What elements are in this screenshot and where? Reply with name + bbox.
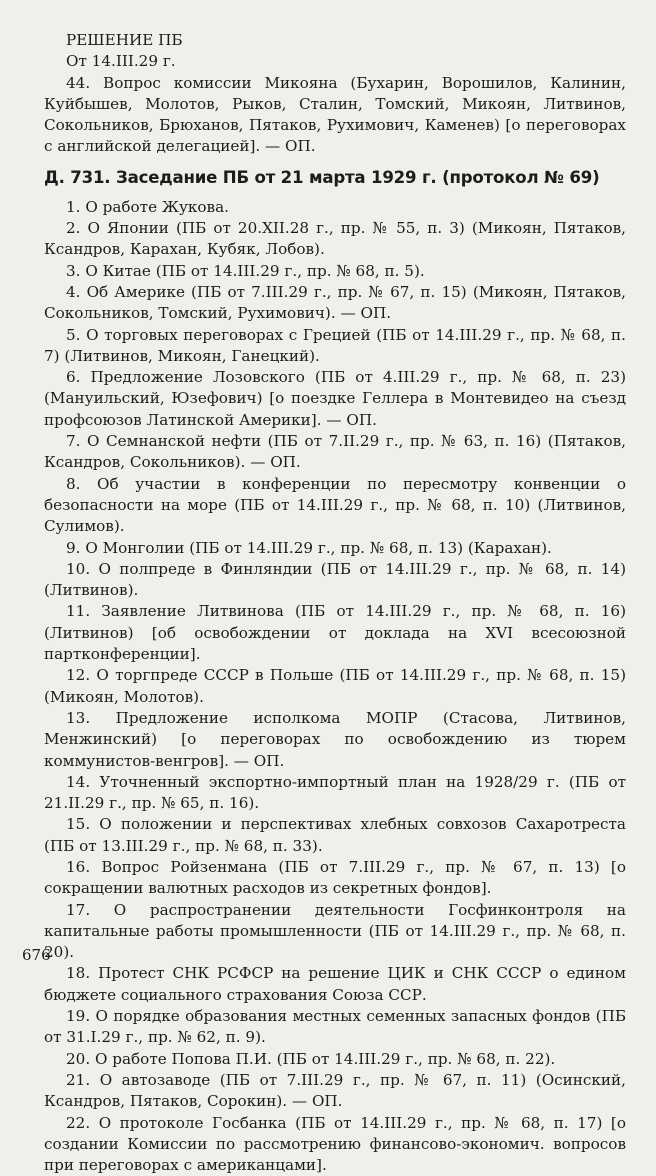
agenda-item: 8. Об участии в конференции по пересмотру конвенции о безопасности на море (ПБ от 14.III.29 г., пр. № 68, п. 10) (Литвинов, Сулимов). bbox=[44, 474, 626, 536]
agenda-item: 17. О распространении деятельности Госфинконтроля на капитальные работы промышленности (ПБ от 14.III.29 г., пр. № 68, п. 20). bbox=[44, 900, 626, 962]
agenda-item: 14. Уточненный экспортно-импортный план на 1928/29 г. (ПБ от 21.II.29 г., пр. № 65, п. 16). bbox=[44, 772, 626, 813]
decision-date: От 14.III.29 г. bbox=[66, 52, 176, 71]
agenda-item: 19. О порядке образования местных семенных запасных фондов (ПБ от 31.I.29 г., пр. № 62, п. 9). bbox=[44, 1007, 626, 1047]
decision-label: РЕШЕНИЕ ПБ bbox=[66, 31, 183, 49]
agenda-item: 7. О Семнанской нефти (ПБ от 7.II.29 г., пр. № 63, п. 16) (Пятаков, Ксандров, Сокольников). — ОП. bbox=[44, 432, 626, 472]
agenda-item: 2. О Японии (ПБ от 20.XII.28 г., пр. № 55, п. 3) (Микоян, Пятаков, Ксандров, Карахан, Кубяк, Лобов). bbox=[44, 219, 626, 259]
agenda-item: 15. О положении и перспективах хлебных совхозов Сахаротреста (ПБ от 13.III.29 г., пр. № 68, п. 33). bbox=[44, 815, 626, 855]
document-heading: Д. 731. Заседание ПБ от 21 марта 1929 г. (протокол № 69) bbox=[44, 167, 600, 187]
agenda-list bbox=[44, 197, 626, 1176]
agenda-item: 11. Заявление Литвинова (ПБ от 14.III.29 г., пр. № 68, п. 16) (Литвинов) [об освобождении от доклада на XVI всесоюзной партконференции]. bbox=[44, 602, 626, 664]
agenda-item: 12. О торгпреде СССР в Польше (ПБ от 14.III.29 г., пр. № 68, п. 15) (Микоян, Молотов). bbox=[44, 666, 626, 706]
agenda-item: 16. Вопрос Ройзенмана (ПБ от 7.III.29 г., пр. № 67, п. 13) [о сокращении валютных расходов из секретных фондов]. bbox=[44, 857, 626, 898]
agenda-item: 3. О Китае (ПБ от 14.III.29 г., пр. № 68, п. 5). bbox=[66, 261, 425, 280]
agenda-item: 21. О автозаводе (ПБ от 7.III.29 г., пр. № 67, п. 11) (Осинский, Ксандров, Пятаков, Сорокин). — ОП. bbox=[44, 1070, 626, 1111]
agenda-item: 4. Об Америке (ПБ от 7.III.29 г., пр. № 67, п. 15) (Микоян, Пятаков, Сокольников, Томский, Рухимович). — ОП. bbox=[44, 282, 626, 323]
agenda-item: 9. О Монголии (ПБ от 14.III.29 г., пр. № 68, п. 13) (Карахан). bbox=[66, 538, 552, 557]
agenda-item: 18. Протест СНК РСФСР на решение ЦИК и СНК СССР о едином бюджете социального страхования Союза ССР. bbox=[44, 964, 626, 1004]
agenda-item: 1. О работе Жукова. bbox=[66, 197, 229, 216]
agenda-item: 22. О протоколе Госбанка (ПБ от 14.III.29 г., пр. № 68, п. 17) [о создании Комиссии по рассмотрению финансово-экономич. вопросов при переговорах с американцами]. bbox=[44, 1113, 626, 1175]
agenda-item: 20. О работе Попова П.И. (ПБ от 14.III.29 г., пр. № 68, п. 22). bbox=[66, 1049, 556, 1068]
agenda-item: 10. О полпреде в Финляндии (ПБ от 14.III.29 г., пр. № 68, п. 14) (Литвинов). bbox=[44, 559, 626, 600]
agenda-item: 13. Предложение исполкома МОПР (Стасова, Литвинов, Менжинский) [о переговорах по освобождению из тюрем коммунистов-венгров]. — ОП. bbox=[44, 708, 626, 770]
page-number: 676 bbox=[22, 946, 51, 964]
agenda-item: 6. Предложение Лозовского (ПБ от 4.III.29 г., пр. № 68, п. 23) (Мануильский, Юзефович) [о поездке Геллера в Монтевидео на съезд профсоюзов Латинской Америки]. — ОП. bbox=[44, 368, 626, 429]
item-44: 44. Вопрос комиссии Микояна (Бухарин, Ворошилов, Калинин, Куйбышев, Молотов, Рыков, Сталин, Томский, Микоян, Литвинов, Сокольников, Брюханов, Пятаков, Рухимович, Каменев) [о переговорах с английской делегацией]. — ОП. bbox=[44, 73, 626, 156]
agenda-item: 5. О торговых переговорах с Грецией (ПБ от 14.III.29 г., пр. № 68, п. 7) (Литвинов, Микоян, Ганецкий). bbox=[44, 325, 626, 365]
page-content bbox=[44, 30, 626, 1176]
